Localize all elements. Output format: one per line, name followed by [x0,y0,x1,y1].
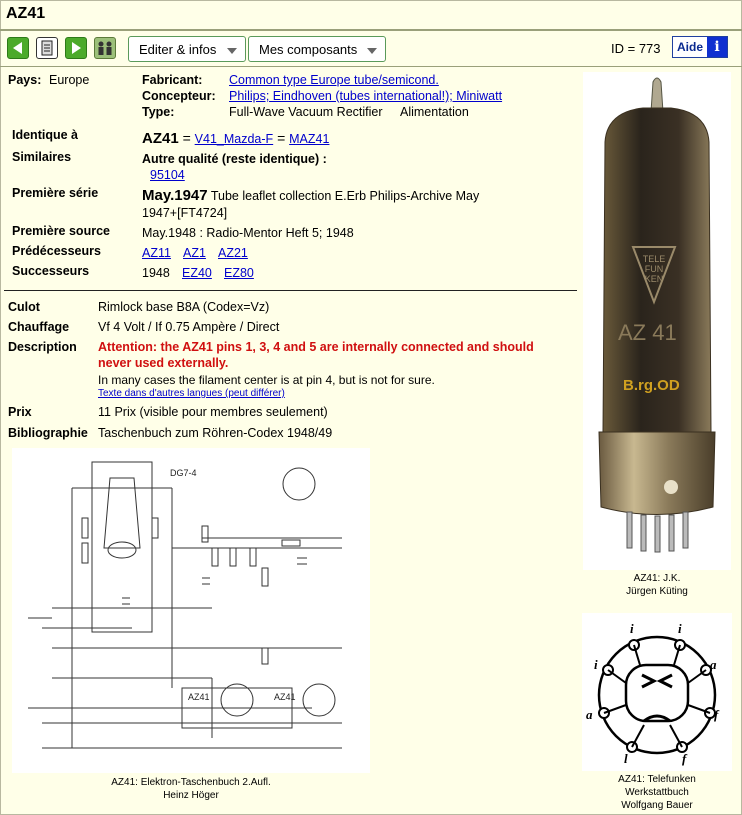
equals-sign: = [277,130,286,146]
first-source-label: Première source [12,224,110,238]
document-icon [37,38,57,58]
my-components-label: Mes composants [259,42,358,57]
photo-caption-line2: Jürgen Küting [626,586,688,597]
predecessor-link[interactable]: AZ11 [142,246,171,260]
maker-label: Fabricant: [142,73,203,87]
schematic-title: DG7-4 [170,468,197,478]
photo-tube-label: AZ 41 [618,320,677,345]
chevron-down-icon [227,48,237,54]
identical-label: Identique à [12,128,78,142]
country-label: Pays: [8,73,42,87]
country-value: Europe [49,73,90,87]
svg-text:l: l [624,751,628,766]
schematic-caption [12,776,370,802]
svg-text:i: i [678,621,682,636]
forward-button[interactable] [65,37,87,59]
first-source-value: May.1948 : Radio-Mentor Heft 5; 1948 [142,226,354,240]
title-divider [0,29,742,31]
designer-link[interactable]: Philips; Eindhoven (tubes international!); Miniwatt [229,89,503,103]
identical-row [142,130,329,147]
svg-text:f: f [682,751,687,766]
schematic-image[interactable] [12,448,370,773]
help-button[interactable] [672,36,728,58]
schematic-tube-label-2: AZ41 [274,692,296,702]
schematic-caption-line2: Heinz Höger [163,790,219,801]
back-button[interactable] [7,37,29,59]
pinout-drawing [582,613,732,771]
description-text: In many cases the filament center is at pin 4, but is not for sure. [98,373,435,387]
svg-text:i: i [594,657,598,672]
successors-label: Successeurs [12,264,90,278]
description-warning-line2: never used externally. [98,356,229,370]
heating-value: Vf 4 Volt / If 0.75 Ampère / Direct [98,320,280,334]
svg-text:a: a [586,707,593,722]
base-value: Rimlock base B8A (Codex=Vz) [98,300,270,314]
help-label: Aide [677,40,704,54]
first-series-line1 [142,187,479,204]
equals-sign: = [182,130,191,146]
section-divider [4,290,577,291]
tube-photo[interactable] [583,72,731,570]
description-warning-line1: Attention: the AZ41 pins 1, 3, 4 and 5 are internally connected and should [98,340,534,354]
pinout-caption-line3: Wolfgang Bauer [621,800,693,811]
photo-code: B.rg.OD [623,377,680,394]
bibliography-label: Bibliographie [8,426,88,440]
pinout-caption [582,773,732,812]
identical-link-maz41[interactable]: MAZ41 [289,132,330,146]
similar-heading: Autre qualité (reste identique) : [142,152,327,166]
photo-caption-line1: AZ41: J.K. [633,573,681,584]
tube-photo-drawing [583,72,731,570]
predecessors-label: Prédécesseurs [12,244,101,258]
svg-text:a: a [710,657,717,672]
successors-year: 1948 [142,266,170,280]
successor-link[interactable]: EZ40 [182,266,212,280]
first-series-line2: 1947+[FT4724] [142,206,228,220]
predecessor-link[interactable]: AZ21 [218,246,248,260]
maker-link[interactable]: Common type Europe tube/semicond. [229,73,439,87]
info-icon: i [707,37,727,57]
predecessor-link[interactable]: AZ1 [183,246,206,260]
bibliography-value: Taschenbuch zum Röhren-Codex 1948/49 [98,426,333,440]
edit-info-label: Editer & infos [139,42,217,57]
price-label: Prix [8,405,32,419]
heating-label: Chauffage [8,320,70,334]
schematic-tube-label-1: AZ41 [188,692,210,702]
first-series-text: Tube leaflet collection E.Erb Philips-Archive May [210,189,480,203]
description-label: Description [8,340,77,354]
first-series-label: Première série [12,186,99,200]
svg-text:f: f [714,707,719,722]
type-value: Full-Wave Vacuum Rectifier [229,105,383,119]
photo-brand-1: TELE [642,254,666,264]
identical-name: AZ41 [142,130,179,147]
base-label: Culot [8,300,40,314]
photo-brand-3: KEN [644,274,664,284]
schematic-caption-line1: AZ41: Elektron-Taschenbuch 2.Aufl. [111,777,271,788]
photo-brand-2: FUN [644,264,664,274]
identical-link-v41[interactable]: V41_Mazda-F [194,132,274,146]
other-languages-link[interactable]: Texte dans d'autres langues (peut différer) [98,388,285,399]
type-extra: Alimentation [400,105,469,119]
pinout-caption-line2: Werkstattbuch [625,787,689,798]
type-label: Type: [142,105,175,119]
people-button[interactable] [94,37,116,59]
toolbar-divider [0,66,742,67]
first-series-date: May.1947 [142,187,208,204]
price-value: 11 Prix (visible pour membres seulement) [98,405,328,419]
svg-text:i: i [630,621,634,636]
pinout-diagram[interactable] [582,613,732,771]
chevron-down-icon [367,48,377,54]
edit-info-dropdown[interactable] [128,36,246,62]
my-components-dropdown[interactable] [248,36,386,62]
document-button[interactable] [36,37,58,59]
similar-label: Similaires [12,150,72,164]
similar-link[interactable]: 95104 [150,168,185,182]
page-title: AZ41 [6,5,46,22]
back-arrow-icon [8,38,28,58]
people-icon [95,38,115,58]
pinout-caption-line1: AZ41: Telefunken [618,774,696,785]
photo-caption [583,572,731,598]
forward-arrow-icon [66,38,86,58]
tube-id: ID = 773 [611,41,661,56]
designer-label: Concepteur: [142,89,216,103]
successor-link[interactable]: EZ80 [224,266,254,280]
schematic-drawing [12,448,370,773]
